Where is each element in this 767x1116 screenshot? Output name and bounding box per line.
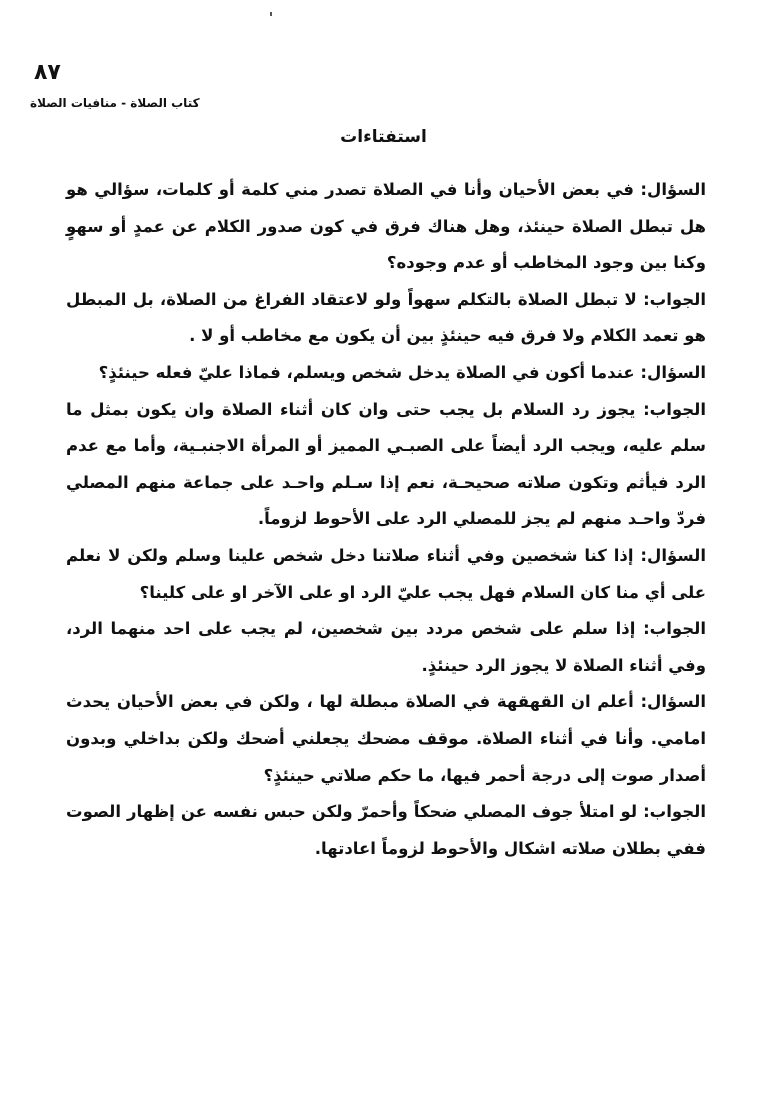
question-paragraph: السؤال: إذا كنا شخصين وفي أثناء صلاتنا دخل شخص علينا وسلم ولكن لا نعلم على أي منا كان السلام فهل يجب عليّ الرد او على الآخر او على كلينا؟ — [66, 545, 706, 602]
answer-paragraph: الجواب: لو امتلأ جوف المصلي ضحكاً وأحمرّ ولكن حبس نفسه عن إظهار الصوت ففي بطلان صلاته اشكال والأحوط لزوماً اعادتها. — [66, 802, 706, 858]
question-paragraph: السؤال: في بعض الأحيان وأنا في الصلاة تصدر مني كلمة أو كلمات، سؤالي هو هل تبطل الصلاة حينئذ، وهل هناك فرق في كون صدور الكلام عن عمدٍ أو سهوٍ وكنا بين وجود المخاطب أو عدم وجوده؟ — [66, 180, 706, 273]
answer-paragraph: الجواب: لا تبطل الصلاة بالتكلم سهواً ولو لاعتقاد الفراغ من الصلاة، بل المبطل هو تعمد الكلام ولا فرق فيه حينئذٍ بين أن يكون مع مخاطب أو لا . — [66, 289, 706, 346]
page-number: ٨٧ — [34, 60, 61, 85]
section-title: استفتاءات — [340, 127, 427, 147]
body-text — [66, 172, 706, 867]
scan-speck — [270, 12, 272, 16]
running-header: كتاب الصلاة - منافيات الصلاة — [30, 96, 200, 110]
question-paragraph: السؤال: أعلم ان القهقهة في الصلاة مبطلة لها ، ولكن في بعض الأحيان يحدث امامي. وأنا في أثناء الصلاة. موقف مضحك يجعلني أضحك ولكن بداخلي وبدون أصدار صوت إلى درجة أحمر فيها، ما حكم صلاتي حينئذٍ؟ — [66, 692, 706, 785]
answer-paragraph: الجواب: إذا سلم على شخص مردد بين شخصين، لم يجب على احد منهما الرد، وفي أثناء الصلاة لا يجوز الرد حينئذٍ. — [66, 619, 706, 675]
question-paragraph: السؤال: عندما أكون في الصلاة يدخل شخص ويسلم، فماذا عليّ فعله حينئذٍ؟ — [98, 362, 706, 382]
answer-paragraph: الجواب: يجوز رد السلام بل يجب حتى وان كان أثناء الصلاة وان يكون بمثل ما سلم عليه، ويجب الرد أيضاً على الصبـي المميز أو المرأة الاجنبـية، وأما مع عدم الرد فيأثم وتكون صلاته صحيحـة، نعم إذا سـلم واحـد على جماعة منهم المصلي فردّ واحـد منهم لم يجز للمصلي الرد على الأحوط لزوماً. — [66, 399, 706, 529]
